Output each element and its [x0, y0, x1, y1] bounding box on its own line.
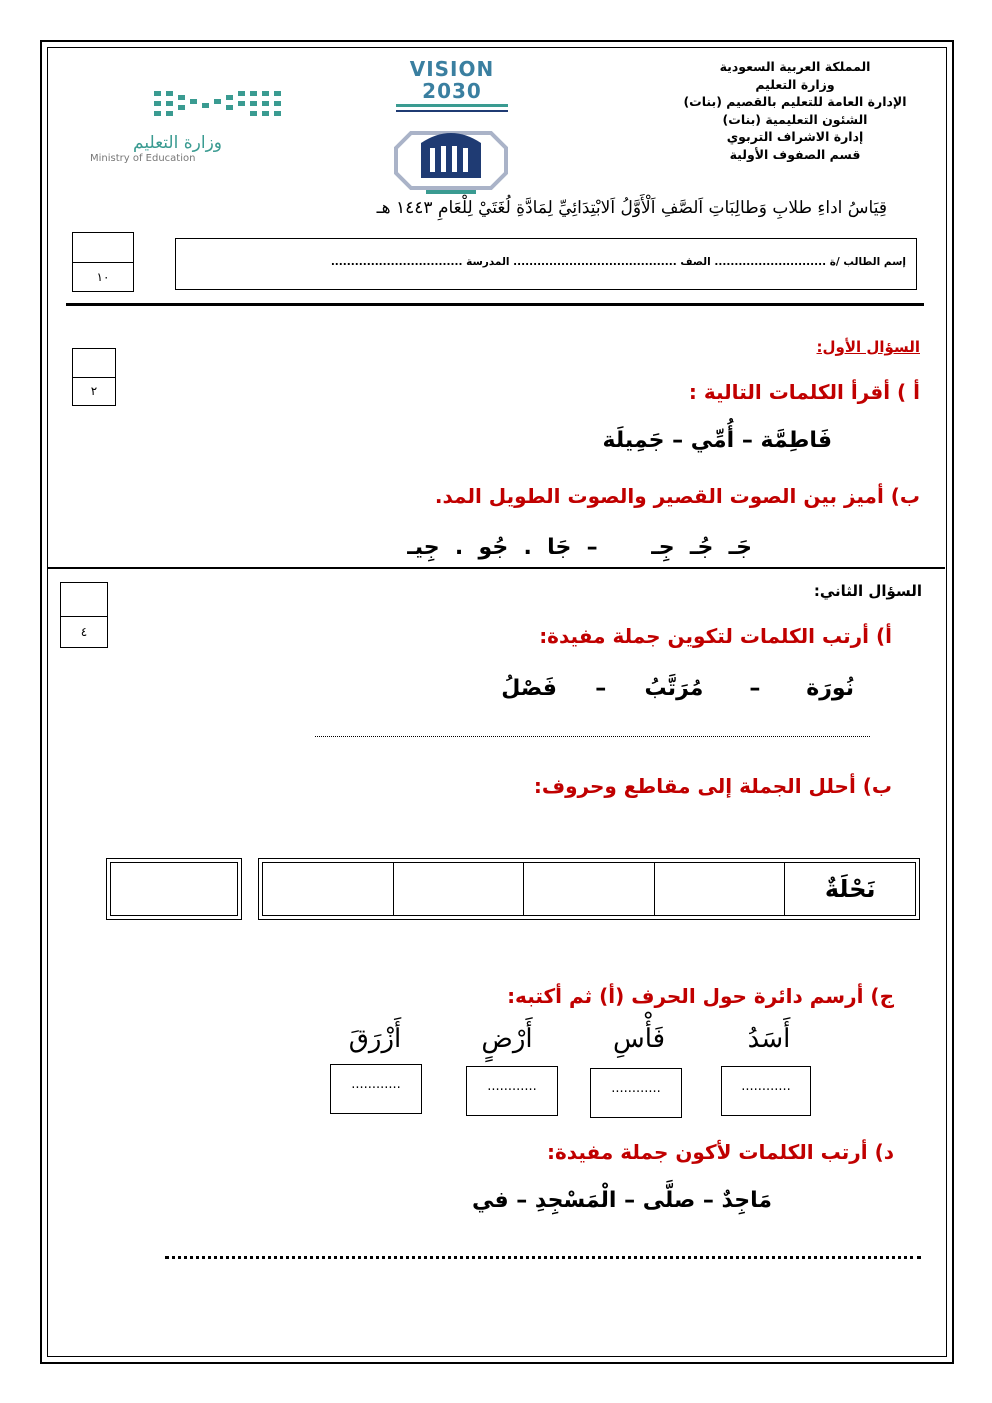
q2-part-d-words: مَاجِدٌ – صلَّى – الْمَسْجِدِ – في	[471, 1188, 772, 1213]
regional-emblem	[386, 118, 516, 200]
ministry-logo-arabic: وزارة التعليم	[133, 133, 222, 153]
ministry-logo-icon	[82, 85, 292, 133]
section-divider	[48, 567, 945, 569]
vision-stripes-icon	[392, 102, 512, 118]
answer-box-4[interactable]: ............	[330, 1064, 422, 1114]
q1-part-a-words: فَاطِمَّة – أُمِّي – جَمِيلَة	[602, 428, 832, 453]
header-line-directorate: الإدارة العامة للتعليم بالقصيم (بنات)	[683, 94, 907, 109]
ministry-logo	[82, 85, 292, 165]
letters-table-row	[262, 862, 916, 916]
total-score-box	[72, 232, 134, 292]
q2-part-a-words: نُورَة – مُرَتَّبُ – فَصْلُ	[501, 676, 854, 701]
letters-table	[258, 858, 920, 920]
total-score-value: ١٠	[73, 262, 133, 291]
emblem-icon	[386, 118, 516, 200]
header-line-affairs: الشئون التعليمية (بنات)	[722, 111, 868, 127]
answer-box-2[interactable]: ............	[590, 1068, 682, 1118]
q1-score-value: ٢	[73, 377, 115, 405]
word-ard: أَرْضٍ	[481, 1024, 533, 1054]
header-line-supervision: إدارة الاشراف التربوي	[726, 129, 864, 144]
q2-part-a-label: أ) أرتب الكلمات لتكوين جملة مفيدة:	[539, 624, 892, 648]
q1-score-box	[72, 348, 116, 406]
ministry-logo-english: Ministry of Education	[90, 153, 196, 164]
header-divider	[66, 303, 924, 306]
header-line-ministry: وزارة التعليم	[755, 76, 835, 92]
student-info-line[interactable]: إسم الطالب /ة ............................ الصف ......................................... المدرسة .................................	[330, 256, 906, 268]
answer-box-1[interactable]: ............	[721, 1066, 811, 1116]
syllable-answer-box[interactable]	[106, 858, 242, 920]
exam-title: قِيَاسُ اداءِ طلابِ وَطالِبَاتِ اَلصَّفِ اَلْأَوَّلُ اَلابْتِدَائِيِّ لِمَادَّةِ لُغَتَيْ لِلْعَامِ ١٤٤٣ هـ	[376, 198, 887, 218]
q1-part-a-label: أ ) أقرأ الكلمات التالية :	[688, 380, 920, 404]
answer-box-3[interactable]: ............	[466, 1066, 558, 1116]
q2-score-box	[60, 582, 108, 648]
header-line-section: قسم الصفوف الأولية	[729, 146, 861, 162]
q2-part-d-answer-line[interactable]	[165, 1256, 921, 1259]
word-fas: فَأْسِ	[612, 1024, 666, 1054]
student-info-box	[175, 238, 917, 290]
q1-part-b-items: جَـ جُـ جِـ – جَا . جُو . جِيـ	[407, 535, 752, 560]
q2-part-b-label: ب) أحلل الجملة إلى مقاطع وحروف:	[533, 774, 892, 798]
header-block	[660, 58, 930, 163]
word-asad: أَسَدُ	[747, 1024, 791, 1054]
letter-cell-4[interactable]	[263, 863, 393, 915]
word-azraq: أَزْرَقَ	[348, 1024, 402, 1054]
q2-part-c-label: ج) أرسم دائرة حول الحرف (أ) ثم أكتبه:	[507, 984, 894, 1008]
syllable-answer-cell[interactable]	[110, 862, 238, 916]
q2-part-a-answer-line[interactable]	[315, 736, 870, 737]
vision-2030-text: VISION 2030	[409, 57, 495, 103]
letter-cell-1[interactable]	[654, 863, 785, 915]
q1-part-b-label: ب) أميز بين الصوت القصير والصوت الطويل المد.	[434, 484, 920, 508]
letter-cell-3[interactable]	[393, 863, 524, 915]
q2-score-value: ٤	[61, 616, 107, 647]
vision-2030-logo	[392, 58, 512, 106]
q1-title: السؤال الأول:	[816, 338, 920, 356]
q2-title: السؤال الثاني:	[813, 582, 922, 600]
q2-part-d-label: د) أرتب الكلمات لأكون جملة مفيدة:	[547, 1140, 894, 1164]
header-line-country: المملكة العربية السعودية	[719, 59, 871, 74]
letter-cell-2[interactable]	[523, 863, 654, 915]
word-cell: نَحْلَةٌ	[784, 863, 915, 915]
